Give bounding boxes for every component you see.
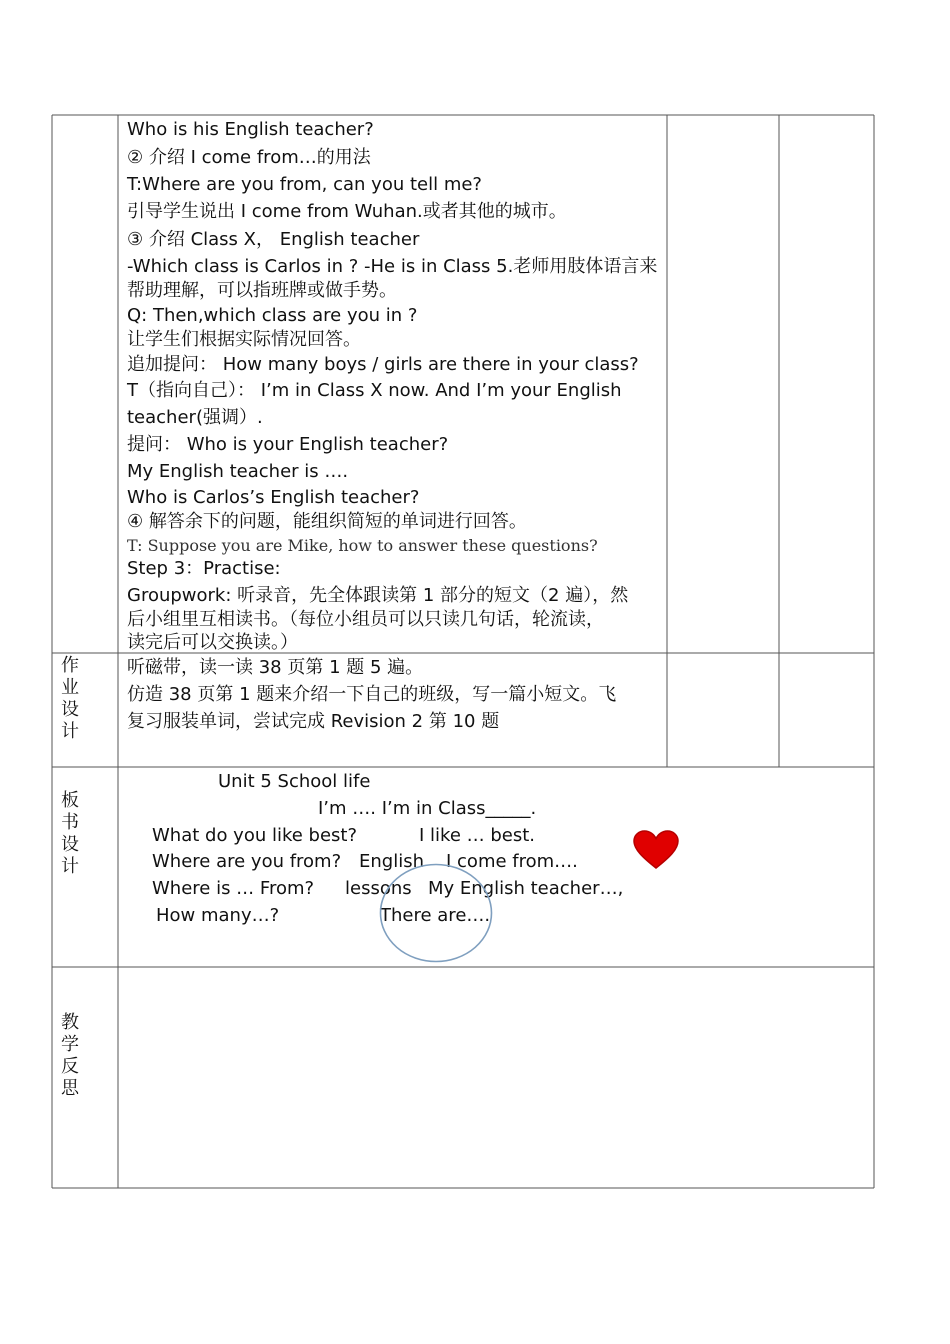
board-line: I come from….	[446, 851, 578, 872]
board-design-label: 板 书 设 计	[61, 790, 79, 877]
board-line: I’m …. I’m in Class_____.	[318, 798, 537, 819]
lesson-line: Who is his English teacher?	[127, 119, 374, 140]
lesson-line: Step 3：Practise:	[127, 558, 281, 579]
lesson-line: teacher(强调）.	[127, 407, 263, 428]
lesson-line: 引导学生说出 I come from Wuhan.或者其他的城市。	[127, 201, 567, 222]
lesson-line: T（指向自己）： I’m in Class X now. And I’m your English	[127, 380, 622, 401]
lesson-line: Q: Then,which class are you in ?	[127, 305, 418, 326]
homework-line: 听磁带，读一读 38 页第 1 题 5 遍。	[127, 657, 424, 678]
lesson-line: Groupwork: 听录音，先全体跟读第 1 部分的短文（2 遍），然	[127, 585, 629, 606]
reflection-cell	[119, 968, 873, 1187]
board-line: How many…?	[156, 905, 280, 926]
lesson-line: ② 介绍 I come from…的用法	[127, 147, 371, 168]
lesson-line: Who is Carlos’s English teacher?	[127, 487, 420, 508]
lesson-line: 提问： Who is your English teacher?	[127, 434, 449, 455]
lesson-line: 追加提问： How many boys / girls are there in your class?	[127, 354, 639, 375]
board-line: lessons	[345, 878, 412, 899]
board-line: English	[359, 851, 424, 872]
lesson-line: 让学生们根据实际情况回答。	[127, 329, 361, 350]
board-line: There are….	[380, 905, 491, 926]
lesson-line: My English teacher is ….	[127, 461, 349, 482]
reflection-label: 教 学 反 思	[61, 1012, 79, 1099]
circle-annotation	[379, 863, 493, 963]
lesson-line: -Which class is Carlos in ? -He is in Class 5.老师用肢体语言来	[127, 256, 658, 277]
lesson-line: 帮助理解，可以指班牌或做手势。	[127, 280, 397, 301]
lesson-steps-cell	[127, 117, 665, 652]
lesson-line: T: Suppose you are Mike, how to answer these questions?	[127, 536, 598, 555]
homework-cell	[127, 655, 665, 765]
board-line: Where are you from?	[152, 851, 342, 872]
board-line: I like … best.	[419, 825, 535, 846]
lesson-line: 后小组里互相读书。（每位小组员可以只读几句话，轮流读，	[127, 609, 604, 630]
board-line: My English teacher…,	[428, 878, 624, 899]
board-title: Unit 5 School life	[218, 771, 371, 792]
board-line: Where is … From?	[152, 878, 315, 899]
board-line: What do you like best?	[152, 825, 358, 846]
heart-icon	[632, 830, 680, 870]
homework-line: 复习服装单词，尝试完成 Revision 2 第 10 题	[127, 711, 500, 732]
board-design-cell	[119, 768, 873, 966]
lesson-line: T:Where are you from, can you tell me?	[127, 174, 482, 195]
homework-line: 仿造 38 页第 1 题来介绍一下自己的班级，写一篇小短文。飞	[127, 684, 617, 705]
homework-label: 作 业 设 计	[61, 655, 79, 742]
lesson-line: ④ 解答余下的问题，能组织简短的单词进行回答。	[127, 511, 527, 532]
lesson-line: ③ 介绍 Class X， English teacher	[127, 229, 420, 250]
lesson-line: 读完后可以交换读。）	[127, 632, 298, 653]
